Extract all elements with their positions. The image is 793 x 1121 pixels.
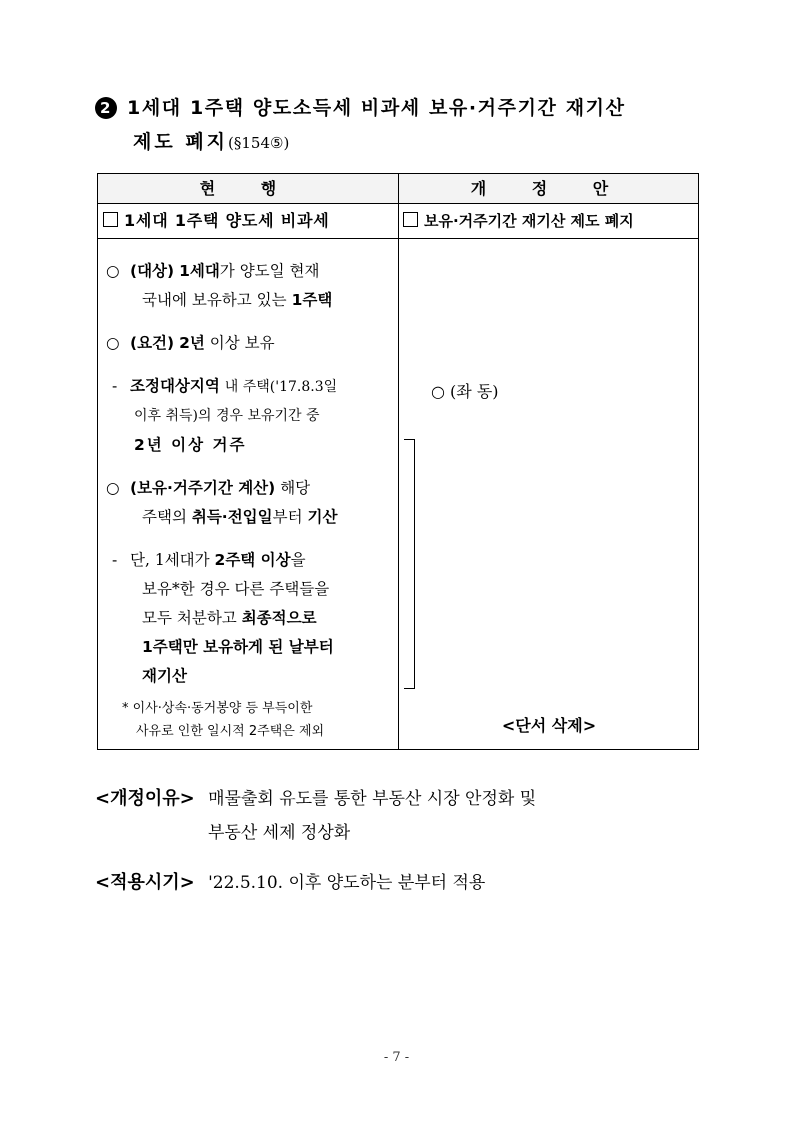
comparison-table	[97, 173, 699, 750]
list-item: ○ (보유·거주기간 계산) 해당	[106, 479, 311, 497]
list-item: - 단, 1세대가 2주택 이상을	[112, 551, 306, 569]
checkbox-square-icon	[103, 212, 118, 227]
heading-text: 1세대 1주택 양도소득세 비과세 보유·거주기간 재기산	[127, 97, 626, 119]
list-item: ○ (대상) 1세대가 양도일 현재	[106, 262, 320, 280]
heading-line-1	[95, 91, 715, 125]
right-bracket	[404, 439, 415, 689]
law-reference: (§154⑤)	[228, 134, 290, 152]
apply-label: <적용시기>	[95, 872, 195, 893]
header-proposal: 개 정 안	[470, 179, 629, 198]
current-content: ○ (대상) 1세대가 양도일 현재 국내에 보유하고 있는 1주택 ○ (요건) 2년 이상 보유 - 조정대상지역 내 주택('17.8.3일 이후 취득)의 경우 보유기간 중 2년 이상 거주 ○ (보유·거주기간 계산) 해당 주택의 취득·전입일부터 기산 - 단, 1세대가 2주택 이상을 보유*한 경우 다른 주택들을 모두 처분하고 최종적으로 1주택만 보유하게 된 날부터 재기산 * 이사·상속·동거봉양 등 부득이한 사유로 인한 일시적 2주택은 제외	[106, 257, 396, 743]
reason-label: <개정이유>	[95, 788, 195, 809]
proposal-delete: <단서 삭제>	[501, 716, 597, 735]
sub-proposal: 보유·거주기간 재기산 제도 폐지	[403, 204, 634, 238]
heading-line-2	[95, 125, 715, 160]
table-subheader-row	[98, 204, 698, 239]
section-heading	[95, 91, 715, 160]
checkbox-square-icon	[403, 212, 418, 227]
footnote: * 이사·상속·동거봉양 등 부득이한 사유로 인한 일시적 2주택은 제외	[122, 701, 325, 739]
header-current: 현 행	[199, 179, 297, 198]
list-item: - 조정대상지역 내 주택('17.8.3일	[112, 377, 338, 395]
column-divider	[398, 174, 399, 749]
sub-current: 1세대 1주택 양도세 비과세	[103, 204, 330, 238]
apply-date: <적용시기> '22.5.10. 이후 양도하는 분부터 적용	[95, 872, 486, 893]
revision-reason: <개정이유> 매물출회 유도를 통한 부동산 시장 안정화 및 부동산 세제 정상화	[95, 788, 537, 843]
circled-number-2: 2	[95, 97, 117, 119]
list-item: ○ (요건) 2년 이상 보유	[106, 334, 275, 352]
page-number: - 7 -	[383, 1050, 410, 1065]
proposal-same: ○ (좌 동)	[431, 382, 499, 401]
heading-text-2: 제도 폐지	[133, 131, 229, 153]
